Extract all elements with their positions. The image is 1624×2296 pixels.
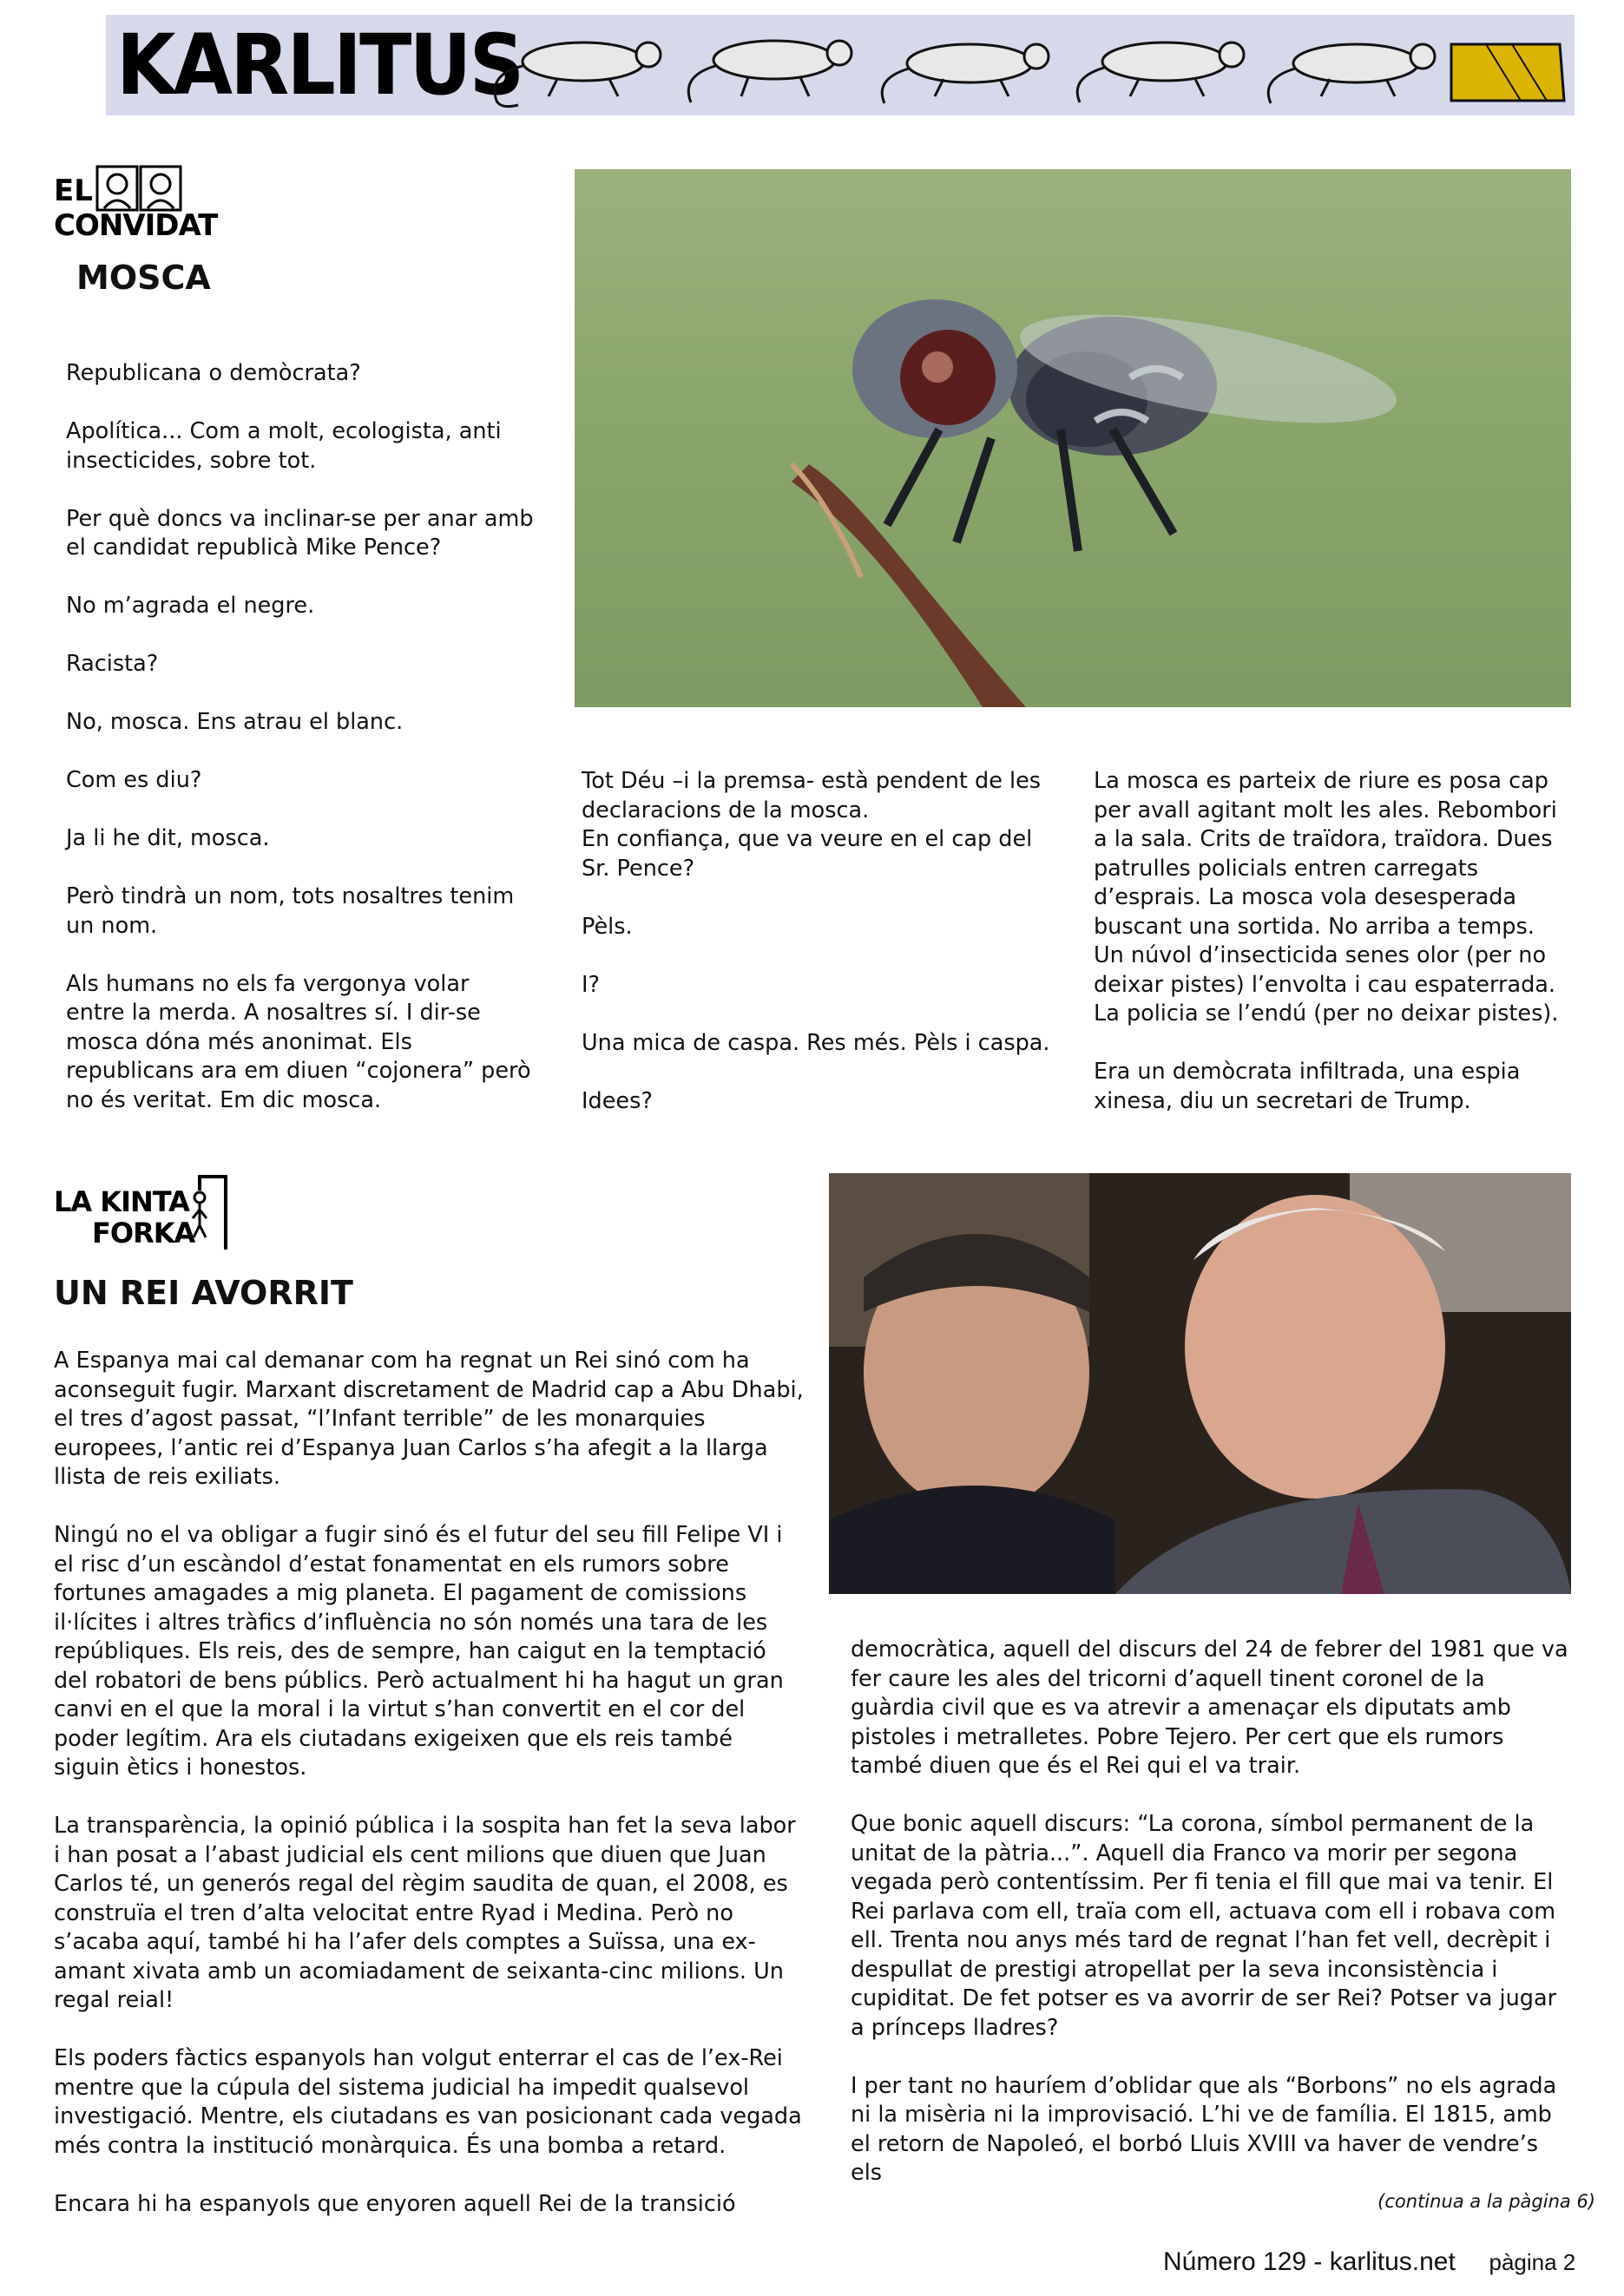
paragraph: Encara hi ha espanyols que enyoren aquell Rei de la transició (54, 2190, 736, 2217)
masthead-banner (106, 15, 1575, 115)
article-title-mosca: MOSCA (76, 259, 211, 297)
paragraph: Apolítica... Com a molt, ecologista, anti insecticides, sobre tot. (66, 418, 502, 474)
rei-column-2 (851, 1636, 1571, 2188)
footer (1163, 2247, 1575, 2277)
convidat-column-1 (66, 359, 535, 1115)
paragraph: A Espanya mai cal demanar com ha regnat un Rei sinó com ha aconseguit fugir. Marxant discretament de Madrid cap a Abu Dhabi, el tres d’agost passat, “l’Infant terrible” de les monarquies europees, l’antic rei d’Espanya Juan Carlos s’ha afegit a la llarga llista de reis exiliats. (54, 1348, 804, 1490)
paragraph: Pèls. (582, 913, 633, 940)
page-number: pàgina 2 (1489, 2249, 1576, 2275)
rei-column-1 (54, 1347, 805, 2219)
la-kinta-forka-logo (54, 1173, 245, 1251)
paragraph: Als humans no els fa vergonya volar entre la merda. A nosaltres sí. I dir-se mosca dóna més anonimat. Els republicans ara em diuen “cojonera” però no és veritat. Em dic mosca. (66, 970, 531, 1113)
paragraph: No m’agrada el negre. (66, 593, 315, 619)
paragraph: Per què doncs va inclinar-se per anar amb el candidat republicà Mike Pence? (66, 505, 534, 561)
section-label-line2: FORKA (92, 1217, 195, 1250)
section-label-line1: EL (54, 174, 93, 208)
paragraph: Com es diu? (66, 767, 202, 793)
cheese-icon (1451, 44, 1564, 101)
paragraph: No, mosca. Ens atrau el blanc. (66, 709, 404, 735)
rat-5 (1268, 44, 1435, 103)
paragraph: Racista? (66, 651, 159, 677)
paragraph: Era un demòcrata infiltrada, una espia xinesa, diu un secretari de Trump. (1094, 1059, 1521, 1114)
section-label-line1: LA KINTA (54, 1185, 189, 1218)
paragraph: Republicana o demòcrata? (66, 360, 361, 386)
rat-1 (495, 43, 661, 107)
paragraph: Tot Déu –i la premsa- està pendent de les declaracions de la mosca. (582, 768, 1042, 823)
section-label-line2: CONVIDAT (54, 208, 218, 243)
article-title-rei: UN REI AVORRIT (54, 1274, 353, 1312)
paragraph: I per tant no hauríem d’oblidar que als “Borbons” no els agrada ni la misèria ni la improvisació. L’hi ve de família. El 1815, amb el retorn de Napoleó, el borbó Lluis XVIII va haver de vendre’s els (851, 2072, 1557, 2186)
paragraph: La transparència, la opinió pública i la sospita han fet la seva labor i han posat a l’abast judicial els cent milions que diuen que Juan Carlos té, un generós regal del règim saudita de quan, el 2008, es construïa el tren d’alta velocitat entre Ryad i Medina. Però no s’acaba aquí, també hi ha l’afer dels comptes a Suïssa, una ex-amant xivata amb un acomiadament de seixanta-cinc milions. Un regal reial! (54, 1813, 796, 2013)
el-convidat-logo (54, 165, 227, 252)
paragraph: Idees? (582, 1087, 653, 1114)
continue-note: (continua a la pàgina 6) (1377, 2191, 1595, 2212)
paragraph: Però tindrà un nom, tots nosaltres tenim un nom. (66, 883, 515, 939)
convidat-column-3 (1094, 767, 1571, 1116)
rat-4 (1077, 43, 1244, 102)
paragraph: Els poders fàctics espanyols han volgut enterrar el cas de l’ex-Rei mentre que la cúpula del sistema judicial ha impedit qualsevol investigació. Mentre, els ciutadans es van posicionant cada vegada més contra la institució monàrquica. És una bomba a retard. (54, 2045, 802, 2159)
fly-photo (575, 169, 1571, 707)
paragraph: En confiança, que va veure en el cap del Sr. Pence? (582, 826, 1033, 882)
convidat-column-2 (582, 767, 1055, 1116)
rats-illustration (488, 18, 1573, 114)
kings-photo (829, 1173, 1571, 1594)
paragraph: Ja li he dit, mosca. (66, 825, 270, 851)
rat-2 (688, 41, 851, 102)
paragraph: Una mica de caspa. Res més. Pèls i caspa. (582, 1029, 1050, 1056)
paragraph: I? (582, 971, 601, 998)
two-faces-icon (95, 165, 182, 212)
paragraph: Ningú no el va obligar a fugir sinó és el futur del seu fill Felipe VI i el risc d’un escàndol d’estat fonamentat en els rumors sobre fortunes amagades a mig planeta. El pagament de comissions il·lícites i altres tràfics d’influència no són només una tara de les repúbliques. Els reis, des de sempre, han caigut en la temptació del robatori de bens públics. Però actualment hi ha hagut un gran canvi en el que la moral i la virtut s’han convertit en el cor del poder legítim. Ara els ciutadans exigeixen que els reis també siguin ètics i honestos. (54, 1522, 784, 1781)
rat-3 (882, 44, 1049, 103)
issue-number: Número 129 - karlitus.net (1163, 2247, 1456, 2276)
paragraph: Que bonic aquell discurs: “La corona, símbol permanent de la unitat de la pàtria...”. Aquell dia Franco va morir per segona vegada però contentíssim. Per fi tenia el fill que mai va tenir. El Rei parlava com ell, traïa com ell, actuava com ell i robava com ell. Trenta nou anys més tard de regnat l’han fet vell, decrèpit i despullat de prestigi atropellat per la seva inconsistència i cupiditat. De fet potser es va avorrir de ser Rei? Potser va jugar a prínceps lladres? (851, 1811, 1557, 2041)
masthead-title: KARLITUS (116, 16, 523, 114)
gallows-icon (191, 1173, 234, 1251)
paragraph: democràtica, aquell del discurs del 24 de febrer del 1981 que va fer caure les ales del tricorni d’aquell tinent coronel de la guàrdia civil que es va atrevir a amenaçar els diputats amb pistoles i metralletes. Pobre Tejero. Per cert que els rumors també diuen que és el Rei qui el va trair. (851, 1637, 1568, 1779)
paragraph: La mosca es parteix de riure es posa cap per avall agitant molt les ales. Rebombori a la sala. Crits de traïdora, traïdora. Dues patrulles policials entren carregats d’esprais. La mosca vola desesperada buscant una sortida. No arriba a temps. Un núvol d’insecticida senes olor (per no deixar pistes) l’envolta i cau espaterrada. La policia se l’endú (per no deixar pistes). (1094, 768, 1559, 1027)
